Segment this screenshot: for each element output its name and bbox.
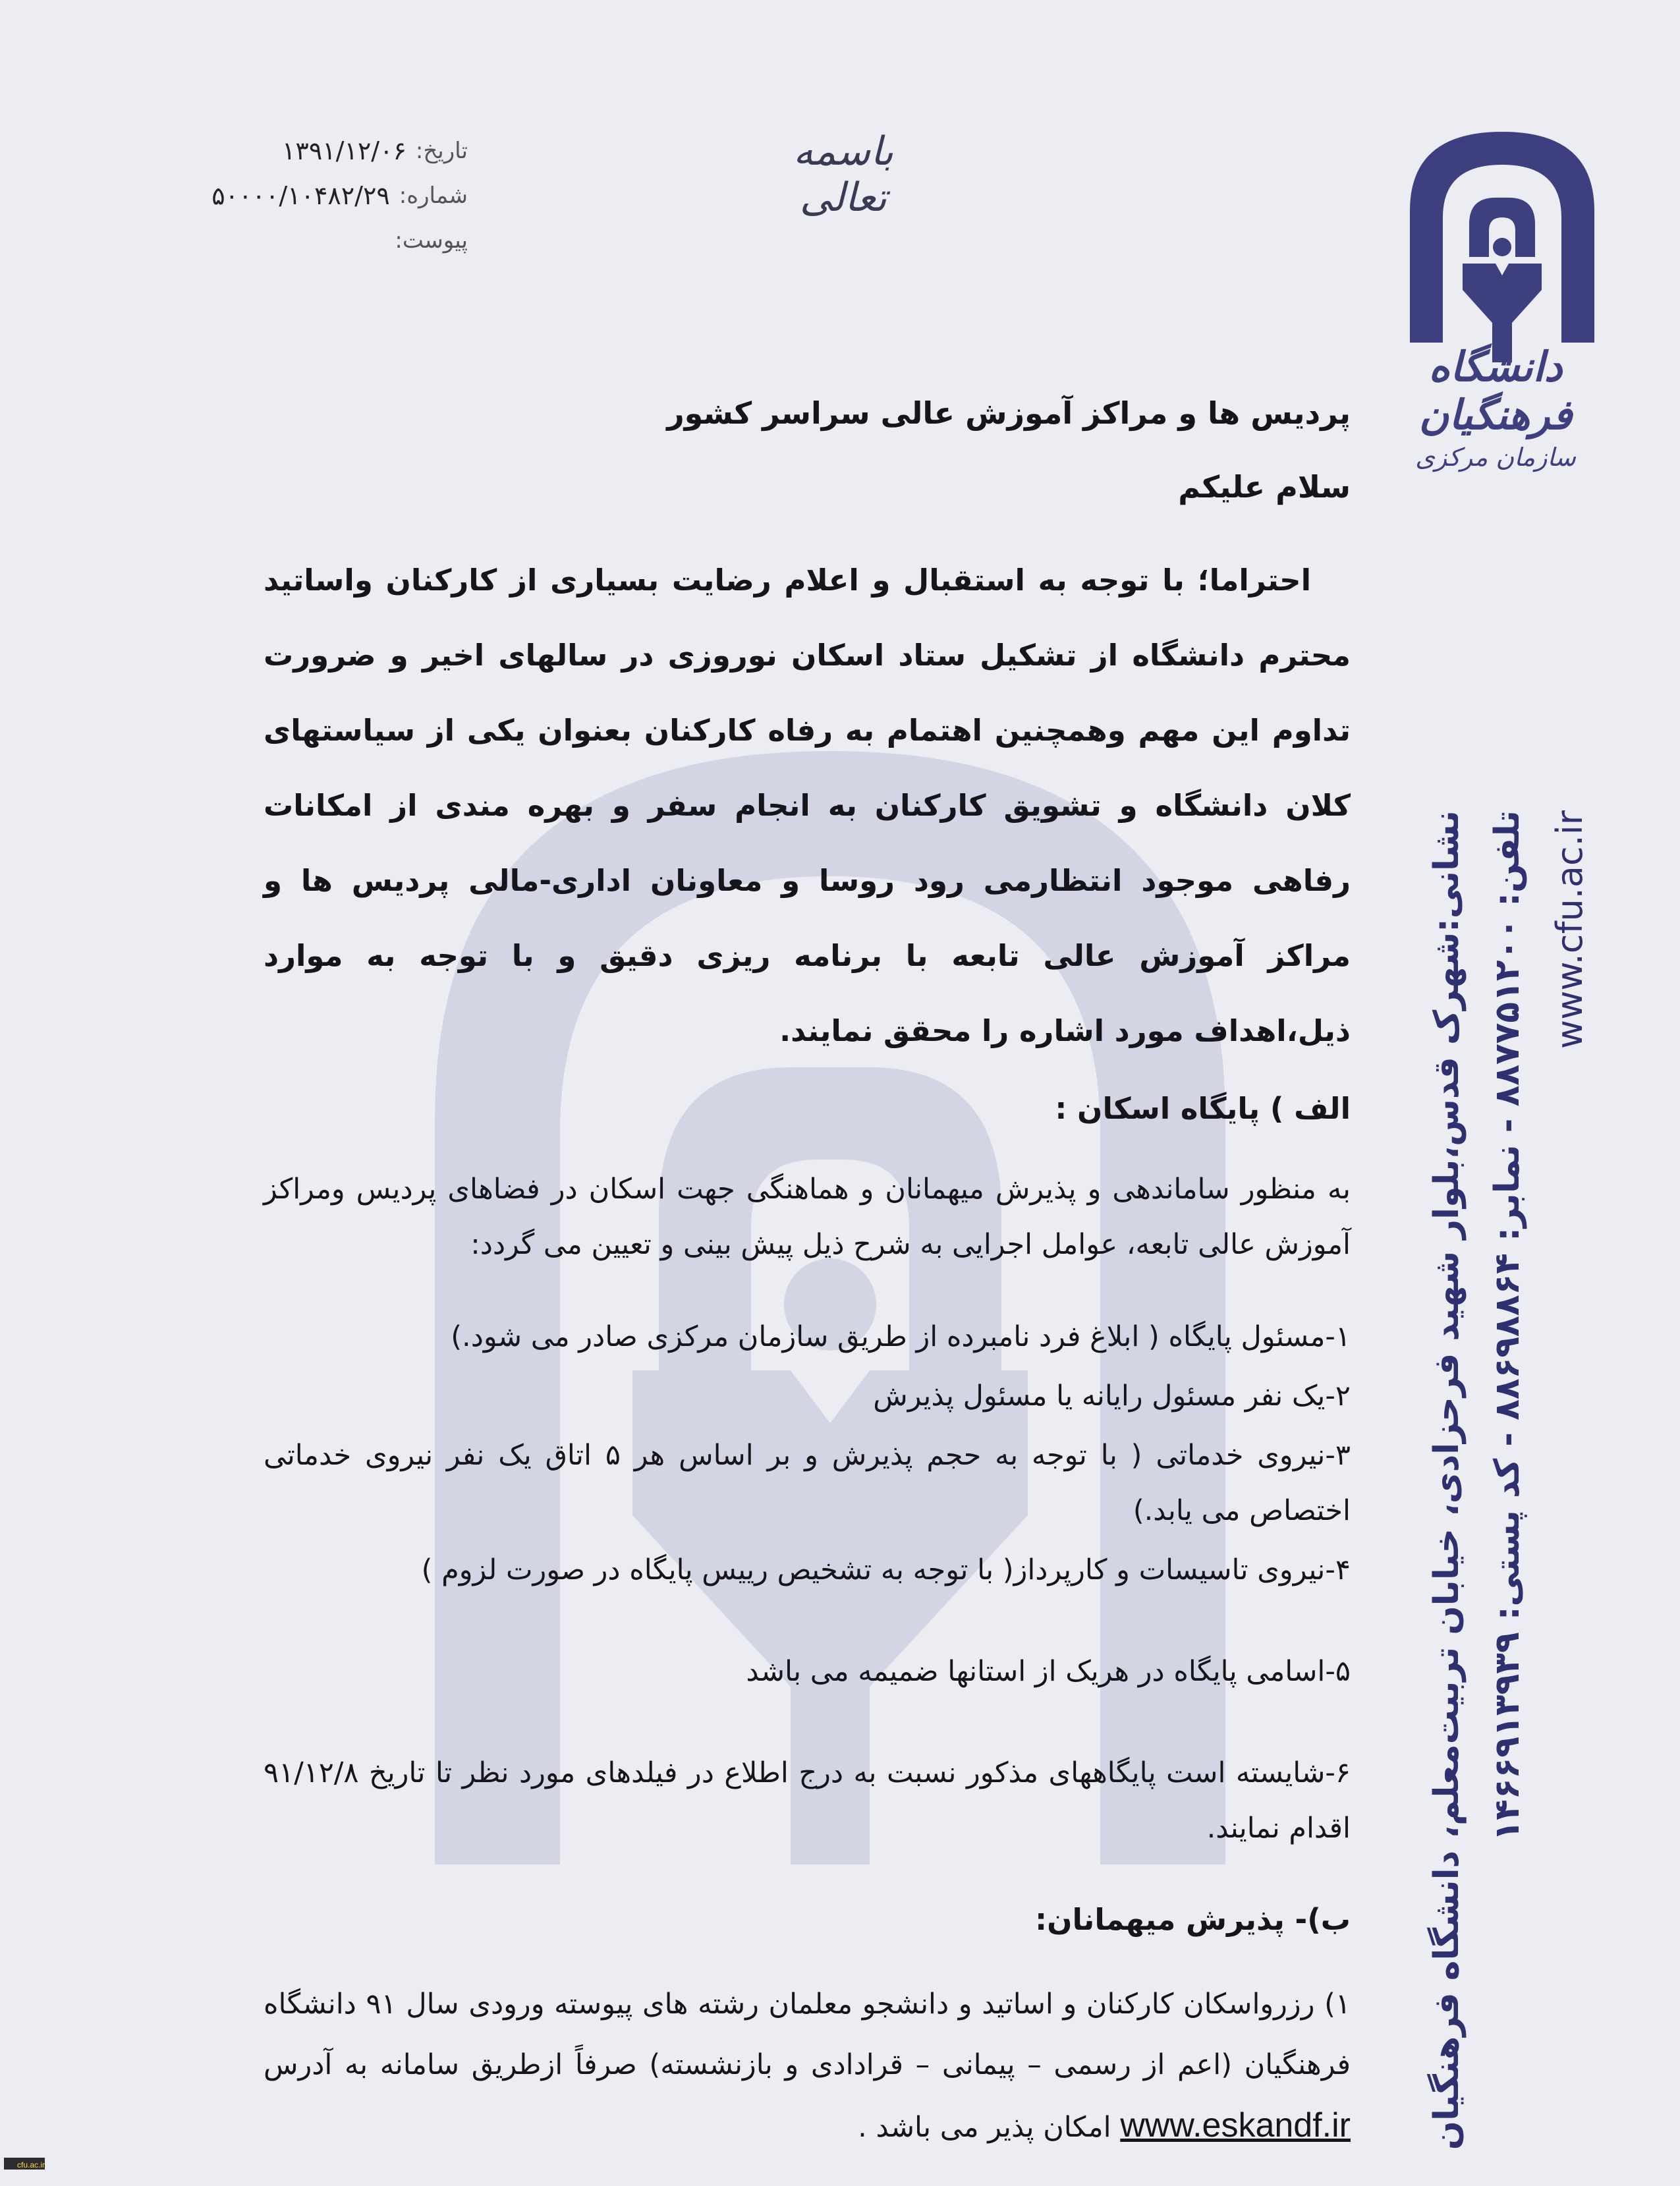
number-row <box>191 173 468 218</box>
letter-meta <box>191 128 468 263</box>
section-b-text-after: امکان پذیر می باشد . <box>858 2111 1111 2144</box>
list-item: ۱-مسئول پایگاه ( ابلاغ فرد نامبرده از طریق سازمان مرکزی صادر می شود.) <box>451 1320 1351 1353</box>
corner-badge-text: cfu.ac.ir <box>16 2160 45 2170</box>
intro-paragraph: احتراما؛ با توجه به استقبال و اعلام رضایت بسیاری از کارکنان واساتید محترم دانشگاه از تشکیل ستاد اسکان نوروزی در سالهای اخیر و ضرورت تداوم این مهم وهمچنین اهتمام به رفاه کارکنان بعنوان یکی از سیاستهای کلان دانشگاه و تشویق کارکنان به انجام سفر و بهره مندی از امکانات رفاهی موجود انتظارمی رود روسا و معاونان اداری-مالی پردیس ها و مراکز آموزش عالی تابعه با برنامه ریزی دقیق و با توجه به موارد ذیل،اهداف مورد اشاره را محقق نمایند. <box>264 563 1351 1048</box>
section-a-text: به منظور ساماندهی و پذیرش میهمانان و هماهنگی جهت اسکان در فضاهای پردیس ومراکز آموزش عالی تابعه، عوامل اجرایی به شرح ذیل پیش بینی و تعیین می گردد: <box>264 1173 1351 1261</box>
letter-body <box>264 395 1351 2186</box>
basmala-heading: باسمه تعالی <box>793 128 894 221</box>
date-label: تاریخ: <box>415 138 468 164</box>
section-b-text-before: ۱) رزرواسکان کارکنان و اساتید و دانشجو معلمان رشته های پیوسته ورودی سال ۹۱ دانشگاه فرهنگیان (اعم از رسمی – پیمانی – قرادادی و بازنشسته) صرفاً ازطریق سامانه به آدرس <box>264 1988 1351 2081</box>
section-a-items <box>264 1309 1351 1856</box>
organization-name: سازمان مرکزی <box>1415 443 1576 472</box>
side-footer <box>1416 810 1601 2150</box>
number-value: ۵۰۰۰۰/۱۰۴۸۲/۲۹ <box>211 181 390 210</box>
section-b-text <box>264 1974 1351 2158</box>
list-item: ۲-یک نفر مسئول رایانه یا مسئول پذیرش <box>873 1380 1351 1413</box>
recipient: پردیس ها و مراکز آموزش عالی سراسر کشور <box>667 395 1351 431</box>
section-a-title: الف ) پایگاه اسکان : <box>1055 1091 1351 1126</box>
list-item: ۳-نیروی خدماتی ( با توجه به حجم پذیرش و بر اساس هر ۵ اتاق یک نفر نیروی خدماتی اختصاص می یابد.) <box>264 1439 1351 1527</box>
footer-address: نشانی:شهرک قدس،بلوار شهید فرحزادی، خیابان تربیت‌معلم، دانشگاه فرهنگیان <box>1427 810 1467 2150</box>
attachment-row <box>191 218 468 263</box>
attachment-label: پیوست: <box>395 227 468 254</box>
section-b-title: ب)- پذیرش میهمانان: <box>1035 1902 1351 1937</box>
footer-website: www.cfu.ac.ir <box>1548 810 1590 1049</box>
corner-badge <box>4 2158 45 2170</box>
logo-caption <box>1384 343 1608 472</box>
salutation: سلام علیکم <box>1178 469 1351 505</box>
reservation-url-link[interactable]: www.eskandf.ir <box>1120 2106 1351 2144</box>
date-value: ۱۳۹۱/۱۲/۰۶ <box>282 136 406 165</box>
footer-phones: تلفن: ۸۸۷۷۵۱۲۰۰ - نمابر: ۸۸۶۹۸۸۶۴ - کد پستی: ۱۴۶۶۹۱۳۹۳۹ <box>1488 810 1528 1841</box>
list-item: ۵-اسامی پایگاه در هریک از استانها ضمیمه می باشد <box>746 1655 1351 1688</box>
number-label: شماره: <box>399 182 468 209</box>
date-row <box>191 128 468 173</box>
list-item: ۶-شایسته است پایگاههای مذکور نسبت به درج اطلاع در فیلدهای مورد نظر تا تاریخ ۹۱/۱۲/۸ اقدام نمایند. <box>264 1756 1351 1845</box>
university-name: دانشگاه فرهنگیان <box>1418 343 1573 439</box>
list-item: ۴-نیروی تاسیسات و کارپرداز( با توجه به تشخیص رییس پایگاه در صورت لزوم ) <box>421 1554 1351 1586</box>
